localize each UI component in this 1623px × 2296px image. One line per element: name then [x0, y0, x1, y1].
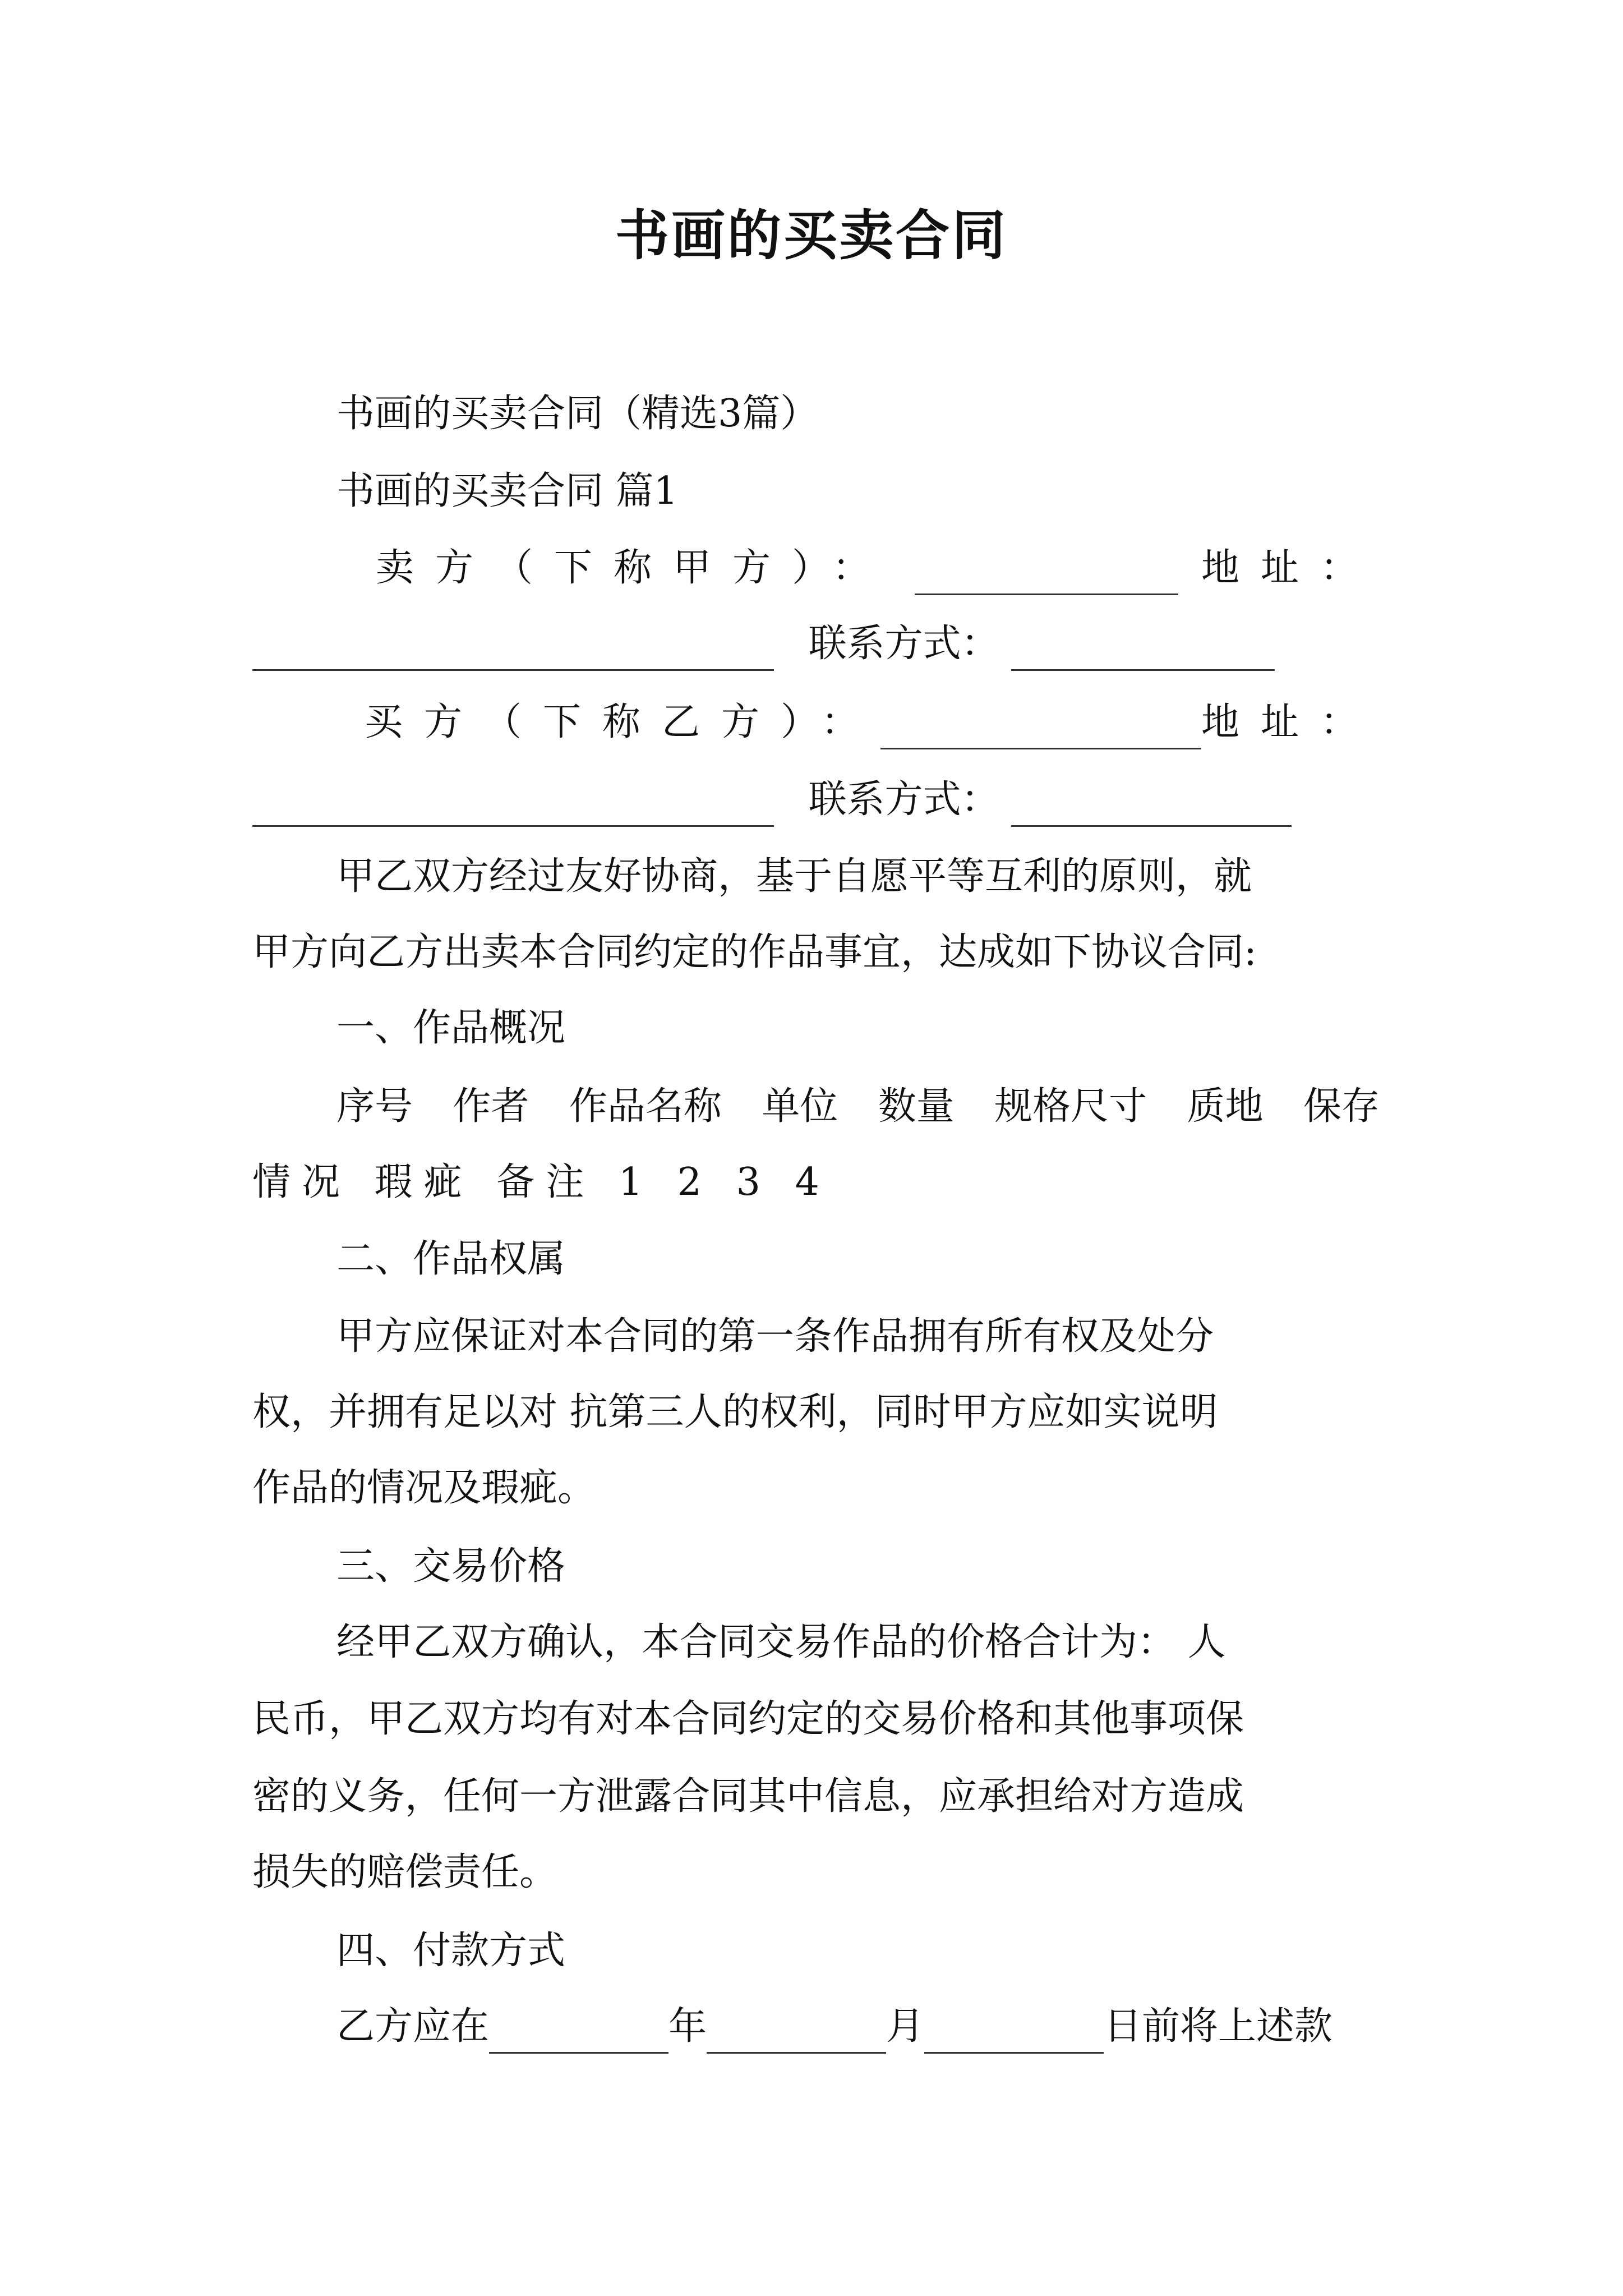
document-title: 书画的买卖合同: [615, 204, 1008, 267]
col-material: 质地: [1187, 1084, 1264, 1129]
buyer-name-blank[interactable]: [880, 708, 1201, 749]
payment-suffix: 日前将上述款: [1104, 2004, 1333, 2049]
col-preservation: 保存: [1303, 1084, 1380, 1129]
intro-line-1: 甲乙双方经过友好协商，基于自愿平等互利的原则，就: [336, 854, 1252, 899]
section3-line-3: 密的义务，任何一方泄露合同其中信息，应承担给对方造成: [252, 1774, 1244, 1819]
seller-name-blank[interactable]: [915, 554, 1178, 595]
seller-contact-line: [252, 617, 1380, 671]
buyer-contact-line: [252, 773, 1380, 827]
buyer-address-blank[interactable]: [252, 786, 774, 827]
section1-table-row: 情况 瑕疵 备注 1 2 3 4: [252, 1160, 831, 1204]
col-author: 作者: [453, 1084, 529, 1129]
col-quantity: 数量: [878, 1084, 955, 1129]
section3-line-1: 经甲乙双方确认，本合同交易作品的价格合计为： 人: [336, 1620, 1226, 1664]
section1-table-header: [336, 1080, 1380, 1134]
payment-year-blank[interactable]: [489, 2013, 668, 2054]
buyer-address-label: 地址：: [1201, 700, 1380, 744]
section4-line-1: [336, 2000, 1380, 2054]
section2-line-3: 作品的情况及瑕疵。: [252, 1466, 596, 1510]
col-title: 作品名称: [569, 1084, 722, 1129]
seller-contact-blank[interactable]: [1011, 630, 1275, 671]
buyer-contact-blank[interactable]: [1011, 786, 1292, 827]
subtitle: 书画的买卖合同（精选3篇）: [336, 392, 819, 436]
seller-address-blank[interactable]: [252, 630, 774, 671]
seller-contact-label: 联系方式：: [808, 622, 999, 666]
col-index: 序号: [336, 1084, 413, 1129]
article-heading: 书画的买卖合同 篇1: [336, 469, 678, 513]
section2-line-2: 权，并拥有足以对 抗第三人的权利，同时甲方应如实说明: [252, 1390, 1218, 1434]
buyer-contact-label: 联系方式：: [808, 777, 999, 822]
seller-address-label: 地址：: [1201, 546, 1380, 590]
payment-day-blank[interactable]: [924, 2013, 1104, 2054]
col-unit: 单位: [762, 1084, 838, 1129]
payment-month-label: 月: [886, 2004, 925, 2049]
intro-line-2: 甲方向乙方出卖本合同约定的作品事宜，达成如下协议合同:: [252, 930, 1257, 974]
section3-line-4: 损失的赔偿责任。: [252, 1850, 558, 1894]
col-size: 规格尺寸: [994, 1084, 1147, 1129]
buyer-line: [365, 696, 1380, 749]
payment-prefix: 乙方应在: [336, 2004, 490, 2049]
payment-year-label: 年: [668, 2004, 707, 2049]
section2-line-1: 甲方应保证对本合同的第一条作品拥有所有权及处分: [336, 1314, 1214, 1359]
section1-heading: 一、作品概况: [336, 1006, 566, 1050]
section4-heading: 四、付款方式: [336, 1929, 566, 1973]
section2-heading: 二、作品权属: [336, 1237, 566, 1281]
section3-heading: 三、交易价格: [336, 1544, 566, 1589]
payment-month-blank[interactable]: [707, 2013, 886, 2054]
buyer-label: 买方（下称乙方）：: [365, 700, 881, 744]
section3-line-2: 民币，甲乙双方均有对本合同约定的交易价格和其他事项保: [252, 1697, 1244, 1741]
seller-line: [376, 541, 1380, 595]
seller-label: 卖方（下称甲方）：: [376, 546, 892, 590]
